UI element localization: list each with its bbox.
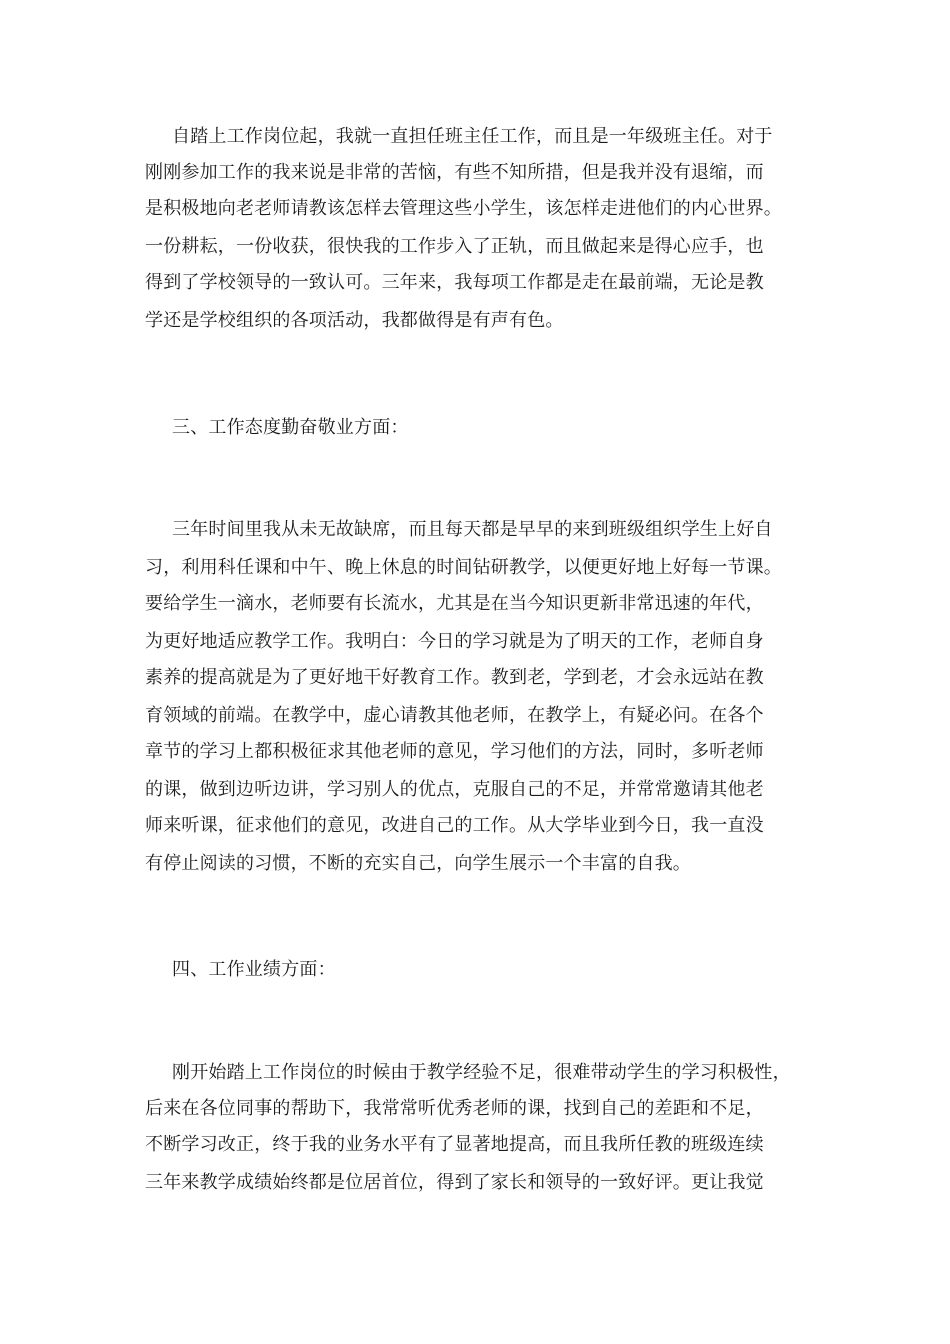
paragraph-2-line: 三年时间里我从未无故缺席，而且每天都是早早的来到班级组织学生上好自 [172, 519, 773, 540]
paragraph-1-line: 是积极地向老老师请教该怎样去管理这些小学生，该怎样走进他们的内心世界。 [145, 198, 782, 219]
paragraph-1-line: 自踏上工作岗位起，我就一直担任班主任工作，而且是一年级班主任。对于 [172, 126, 773, 147]
section-heading-3: 三、工作态度勤奋敬业方面： [172, 417, 409, 438]
paragraph-3-line: 不断学习改正，终于我的业务水平有了显著地提高，而且我所任教的班级连续 [145, 1134, 764, 1155]
paragraph-2-line: 素养的提高就是为了更好地干好教育工作。教到老，学到老，才会永远站在教 [145, 667, 764, 688]
paragraph-2-line: 要给学生一滴水，老师要有长流水，尤其是在当今知识更新非常迅速的年代， [145, 593, 764, 614]
paragraph-3-line: 后来在各位同事的帮助下，我常常听优秀老师的课，找到自己的差距和不足， [145, 1098, 764, 1119]
paragraph-2-line: 为更好地适应教学工作。我明白：今日的学习就是为了明天的工作，老师自身 [145, 631, 764, 652]
paragraph-1-line: 刚刚参加工作的我来说是非常的苦恼，有些不知所措，但是我并没有退缩，而 [145, 162, 764, 183]
paragraph-1-line: 学还是学校组织的各项活动，我都做得是有声有色。 [145, 310, 564, 331]
paragraph-2-line: 章节的学习上都积极征求其他老师的意见，学习他们的方法，同时，多听老师 [145, 741, 764, 762]
paragraph-1-line: 得到了学校领导的一致认可。三年来，我每项工作都是走在最前端，无论是教 [145, 272, 764, 293]
paragraph-1-line: 一份耕耘，一份收获，很快我的工作步入了正轨，而且做起来是得心应手，也 [145, 236, 764, 257]
paragraph-2-line: 习，利用科任课和中午、晚上休息的时间钻研教学，以便更好地上好每一节课。 [145, 557, 782, 578]
paragraph-3-line: 三年来教学成绩始终都是位居首位，得到了家长和领导的一致好评。更让我觉 [145, 1172, 764, 1193]
paragraph-2-line: 育领域的前端。在教学中，虚心请教其他老师，在教学上，有疑必问。在各个 [145, 705, 764, 726]
paragraph-3-line: 刚开始踏上工作岗位的时候由于教学经验不足，很难带动学生的学习积极性， [172, 1062, 791, 1083]
paragraph-2-line: 的课，做到边听边讲，学习别人的优点，克服自己的不足，并常常邀请其他老 [145, 779, 764, 800]
paragraph-2-line: 师来听课，征求他们的意见，改进自己的工作。从大学毕业到今日，我一直没 [145, 815, 764, 836]
paragraph-2-line: 有停止阅读的习惯，不断的充实自己，向学生展示一个丰富的自我。 [145, 853, 691, 874]
section-heading-4: 四、工作业绩方面： [172, 959, 336, 980]
